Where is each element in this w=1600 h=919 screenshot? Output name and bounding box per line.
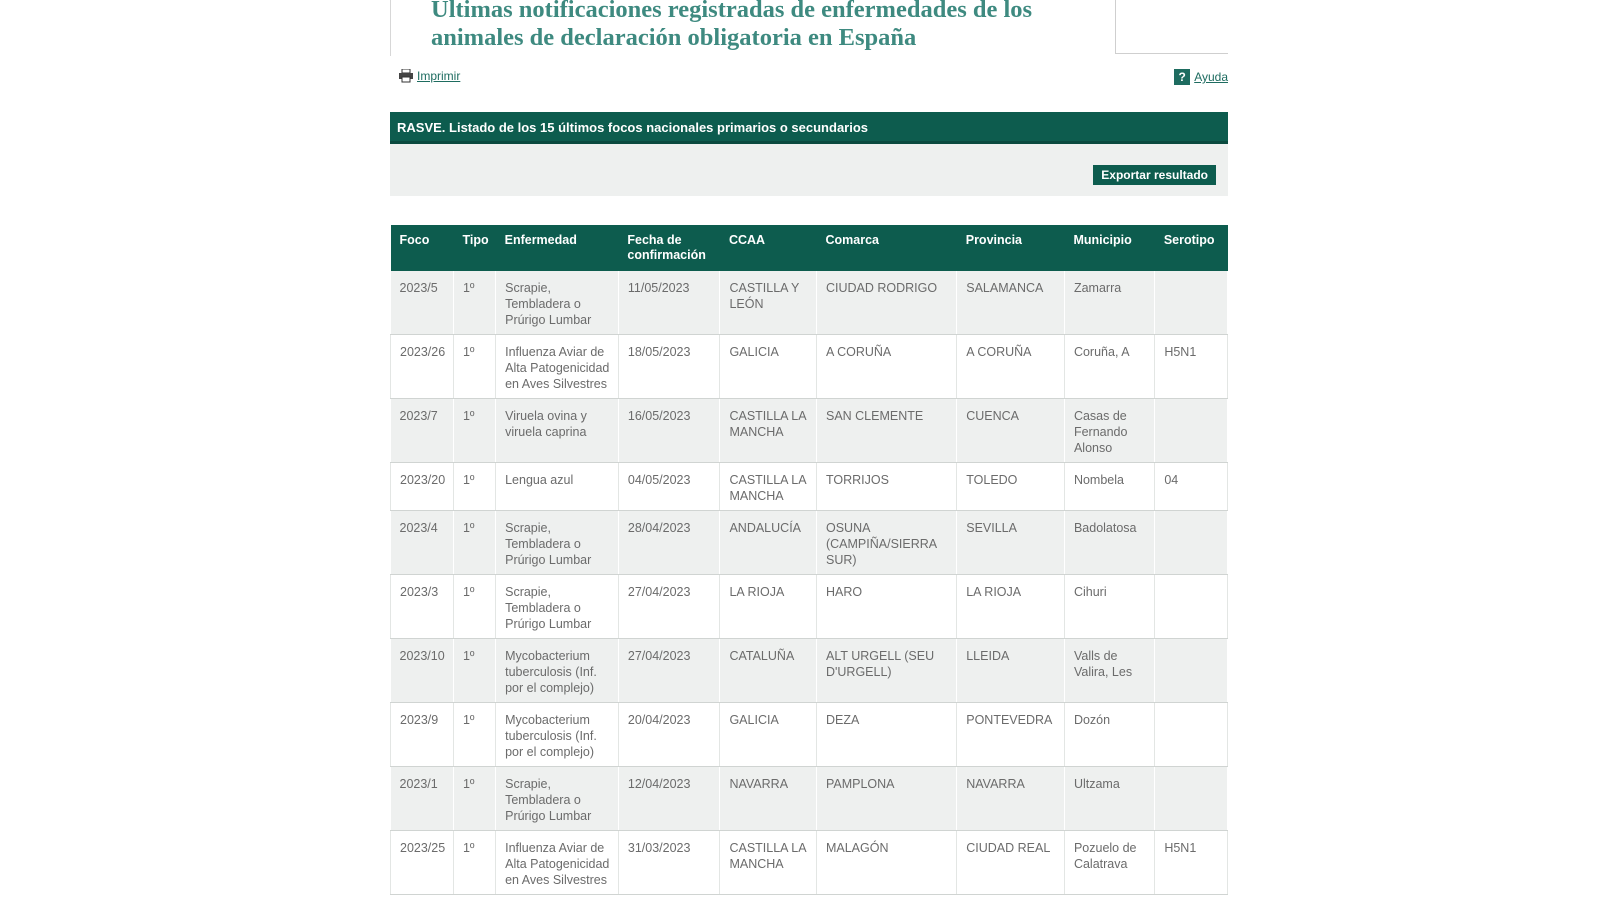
table-cell: GALICIA <box>720 703 817 767</box>
table-cell: 1º <box>453 335 495 399</box>
table-cell: CASTILLA Y LEÓN <box>720 271 817 335</box>
table-cell: PAMPLONA <box>816 767 956 831</box>
table-cell: Nombela <box>1064 463 1154 511</box>
table-cell: HARO <box>816 575 956 639</box>
table-cell: 1º <box>453 703 495 767</box>
table-cell: MALAGÓN <box>816 831 956 895</box>
table-cell: PONTEVEDRA <box>957 703 1065 767</box>
table-cell: 1º <box>453 767 495 831</box>
title-decoration <box>1115 0 1228 54</box>
title-box <box>390 0 1228 56</box>
table-cell: SEVILLA <box>957 511 1065 575</box>
table-cell <box>1155 399 1228 463</box>
table-cell <box>1155 271 1228 335</box>
table-cell: DEZA <box>816 703 956 767</box>
table-cell: H5N1 <box>1155 831 1228 895</box>
table-cell: Casas de Fernando Alonso <box>1064 399 1154 463</box>
column-header[interactable]: Foco <box>391 225 454 271</box>
table-row <box>391 463 1228 511</box>
table-row <box>391 831 1228 895</box>
table-cell: Cihuri <box>1064 575 1154 639</box>
column-header[interactable]: Tipo <box>453 225 495 271</box>
table-cell: NAVARRA <box>957 767 1065 831</box>
table-cell: CIUDAD REAL <box>957 831 1065 895</box>
column-header[interactable]: CCAA <box>720 225 817 271</box>
table-cell: A CORUÑA <box>957 335 1065 399</box>
table-cell: 27/04/2023 <box>618 575 720 639</box>
print-label: Imprimir <box>417 69 461 83</box>
table-cell: CUENCA <box>957 399 1065 463</box>
table-cell: 27/04/2023 <box>618 639 720 703</box>
page-title: Ultimas notificaciones registradas de enfermedades de los animales de declaración obligatoria en España <box>431 0 1033 51</box>
table-row <box>391 575 1228 639</box>
table-cell: Scrapie, Tembladera o Prúrigo Lumbar <box>496 511 619 575</box>
column-header[interactable]: Municipio <box>1064 225 1154 271</box>
table-cell: 31/03/2023 <box>618 831 720 895</box>
table-cell: LA RIOJA <box>720 575 817 639</box>
table-cell: A CORUÑA <box>816 335 956 399</box>
table-cell: CIUDAD RODRIGO <box>816 271 956 335</box>
table-cell <box>1155 511 1228 575</box>
table-cell: SAN CLEMENTE <box>816 399 956 463</box>
table-cell: Mycobacterium tuberculosis (Inf. por el complejo) <box>496 639 619 703</box>
table-header-row <box>391 225 1228 271</box>
table-cell: Scrapie, Tembladera o Prúrigo Lumbar <box>496 271 619 335</box>
table-cell: Scrapie, Tembladera o Prúrigo Lumbar <box>496 767 619 831</box>
table-cell: Mycobacterium tuberculosis (Inf. por el complejo) <box>496 703 619 767</box>
printer-icon <box>398 69 414 83</box>
table-cell: SALAMANCA <box>957 271 1065 335</box>
table-cell: 18/05/2023 <box>618 335 720 399</box>
table-cell: Ultzama <box>1064 767 1154 831</box>
table-cell: Pozuelo de Calatrava <box>1064 831 1154 895</box>
table-cell: OSUNA (CAMPIÑA/SIERRA SUR) <box>816 511 956 575</box>
table-cell: ANDALUCÍA <box>720 511 817 575</box>
table-cell: Viruela ovina y viruela caprina <box>496 399 619 463</box>
help-label: Ayuda <box>1194 70 1228 84</box>
table-cell: 12/04/2023 <box>618 767 720 831</box>
table-cell: 2023/25 <box>391 831 454 895</box>
table-cell <box>1155 575 1228 639</box>
table-cell: GALICIA <box>720 335 817 399</box>
table-cell: 2023/10 <box>391 639 454 703</box>
table-row <box>391 767 1228 831</box>
table-cell <box>1155 639 1228 703</box>
table-cell: 04 <box>1155 463 1228 511</box>
table-cell: 16/05/2023 <box>618 399 720 463</box>
table-cell: 20/04/2023 <box>618 703 720 767</box>
table-row <box>391 639 1228 703</box>
table-cell: Coruña, A <box>1064 335 1154 399</box>
table-cell: 2023/20 <box>391 463 454 511</box>
table-row <box>391 399 1228 463</box>
export-button[interactable]: Exportar resultado <box>1093 165 1216 185</box>
page-container <box>390 0 1228 887</box>
help-link[interactable] <box>1174 69 1228 85</box>
table-cell: 2023/7 <box>391 399 454 463</box>
table-cell: Scrapie, Tembladera o Prúrigo Lumbar <box>496 575 619 639</box>
section-header: RASVE. Listado de los 15 últimos focos nacionales primarios o secundarios <box>390 112 1228 144</box>
table-cell: ALT URGELL (SEU D'URGELL) <box>816 639 956 703</box>
table-cell: CASTILLA LA MANCHA <box>720 831 817 895</box>
table-row <box>391 271 1228 335</box>
table-cell: NAVARRA <box>720 767 817 831</box>
table-cell: LLEIDA <box>957 639 1065 703</box>
table-cell: 1º <box>453 831 495 895</box>
table-cell: 1º <box>453 575 495 639</box>
table-cell: CASTILLA LA MANCHA <box>720 463 817 511</box>
table-cell: LA RIOJA <box>957 575 1065 639</box>
table-cell: CASTILLA LA MANCHA <box>720 399 817 463</box>
table-cell: 04/05/2023 <box>618 463 720 511</box>
table-cell: Influenza Aviar de Alta Patogenicidad en Aves Silvestres <box>496 831 619 895</box>
table-row <box>391 335 1228 399</box>
column-header[interactable]: Comarca <box>816 225 956 271</box>
print-link[interactable] <box>398 69 460 83</box>
table-cell: 1º <box>453 463 495 511</box>
table-cell: 2023/9 <box>391 703 454 767</box>
column-header[interactable]: Enfermedad <box>496 225 619 271</box>
table-cell: Badolatosa <box>1064 511 1154 575</box>
table-cell: TOLEDO <box>957 463 1065 511</box>
table-cell: TORRIJOS <box>816 463 956 511</box>
table-row <box>391 511 1228 575</box>
results-table <box>390 225 1228 895</box>
table-cell: 1º <box>453 271 495 335</box>
table-cell: Dozón <box>1064 703 1154 767</box>
table-cell: 2023/1 <box>391 767 454 831</box>
table-cell: 1º <box>453 511 495 575</box>
column-header[interactable]: Serotipo <box>1155 225 1228 271</box>
filter-panel <box>390 144 1228 196</box>
table-row <box>391 703 1228 767</box>
column-header[interactable]: Fecha de confirmación <box>618 225 720 271</box>
table-cell: Zamarra <box>1064 271 1154 335</box>
table-cell: 11/05/2023 <box>618 271 720 335</box>
table-body <box>391 271 1228 895</box>
table-cell: H5N1 <box>1155 335 1228 399</box>
table-cell: 2023/4 <box>391 511 454 575</box>
help-icon: ? <box>1174 69 1190 85</box>
table-cell: 28/04/2023 <box>618 511 720 575</box>
table-cell <box>1155 703 1228 767</box>
table-cell: 1º <box>453 639 495 703</box>
table-cell <box>1155 767 1228 831</box>
table-cell: 2023/5 <box>391 271 454 335</box>
table-cell: 2023/3 <box>391 575 454 639</box>
table-cell: 2023/26 <box>391 335 454 399</box>
table-cell: CATALUÑA <box>720 639 817 703</box>
table-cell: Valls de Valira, Les <box>1064 639 1154 703</box>
table-cell: 1º <box>453 399 495 463</box>
table-cell: Influenza Aviar de Alta Patogenicidad en Aves Silvestres <box>496 335 619 399</box>
column-header[interactable]: Provincia <box>957 225 1065 271</box>
table-cell: Lengua azul <box>496 463 619 511</box>
